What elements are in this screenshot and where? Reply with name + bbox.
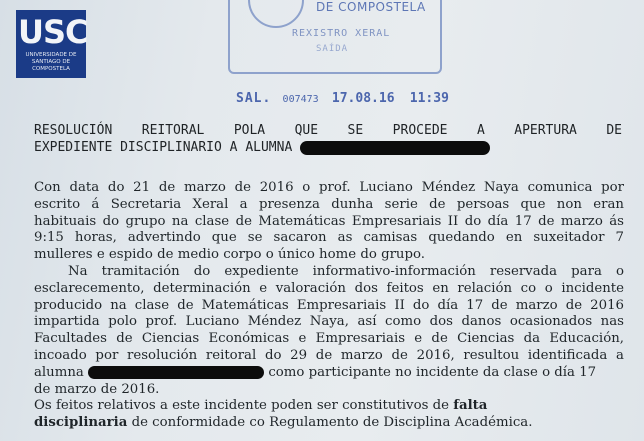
p3-line-1-bold: falta [453, 398, 488, 413]
p2-line-8: de marzo de 2016. [34, 381, 160, 397]
p3-line-1-text: Os feitos relativos a este incidente poden ser constitutivos de [34, 398, 450, 413]
p2-line-3: producido na clase de Matemáticas Empresariais II do día 17 de marzo de 2016 [34, 297, 624, 313]
redacted-name [300, 141, 490, 155]
stamp-direction-label: SAÍDA [316, 44, 349, 54]
title-line-2-text: EXPEDIENTE DISCIPLINARIO A ALUMNA [34, 140, 293, 155]
p2-line-2: esclarecemento, determinación e valoración dos feitos en relación co o incidente [34, 280, 624, 296]
p1-line-2: escrito á Secretaria Xeral a presenza dunha serie de persoas que non eran [34, 196, 624, 212]
p1-line-3: habituais do grupo na clase de Matemáticas Empresariais II do día 17 de marzo ás [34, 213, 624, 229]
usc-logo-letters: USC [18, 13, 88, 51]
registration-number: 007473 [282, 94, 319, 105]
title-line-2 [34, 139, 622, 156]
document-title [34, 122, 622, 156]
stamp-registry-label: REXISTRO XERAL [292, 28, 391, 39]
p2-line-7-prefix: alumna [34, 364, 84, 380]
p2-line-5: Facultades de Ciencias Económicas e Empresariais e de Ciencias da Educación, [34, 331, 624, 347]
p1-line-1: Con data do 21 de marzo de 2016 o prof. Luciano Méndez Naya comunica por [34, 180, 624, 195]
registration-line [236, 91, 449, 106]
p3-line-1 [34, 398, 624, 415]
registration-date: 17.08.16 [331, 91, 395, 106]
p2-line-6: incoado por resolución reitoral do 29 de marzo de 2016, resultou identificada a [34, 347, 624, 363]
stamp-university-name: DE COMPOSTELA [316, 0, 426, 14]
paragraph-2 [34, 264, 624, 398]
title-line-1: RESOLUCIÓN REITORAL POLA QUE SE PROCEDE A APERTURA DE [34, 123, 622, 138]
usc-logo [0, 10, 86, 78]
p2-line-7-suffix: como participante no incidente da clase o día 17 [268, 364, 597, 380]
p2-line-4: impartida polo prof. Luciano Méndez Naya, así como dos danos ocasionados nas [34, 314, 624, 330]
paragraph-1 [34, 180, 624, 264]
paragraph-3 [34, 398, 624, 432]
p2-line-7 [34, 365, 624, 382]
registration-label: SAL. [236, 91, 272, 106]
redacted-student-name [88, 366, 264, 379]
usc-logo-box [16, 10, 86, 78]
p3-line-2-text: de conformidade co Regulamento de Disciplina Académica. [131, 414, 533, 430]
p1-line-5: mulleres e espido de medio corpo o único home do grupo. [34, 247, 426, 263]
registry-stamp [228, 0, 442, 74]
p3-line-2-bold: disciplinaria [34, 414, 128, 430]
p1-line-4: 9:15 horas, advertindo que se sacaron as camisas quedando en suxeitador 7 [34, 230, 624, 246]
p2-line-1: Na tramitación do expediente informativo-información reservada para o [68, 264, 624, 279]
university-seal-icon [248, 0, 304, 28]
usc-logo-subtitle: UNIVERSIDADE DE SANTIAGO DE COMPOSTELA [25, 52, 77, 72]
p3-line-2 [34, 415, 624, 432]
registration-time: 11:39 [409, 91, 449, 106]
